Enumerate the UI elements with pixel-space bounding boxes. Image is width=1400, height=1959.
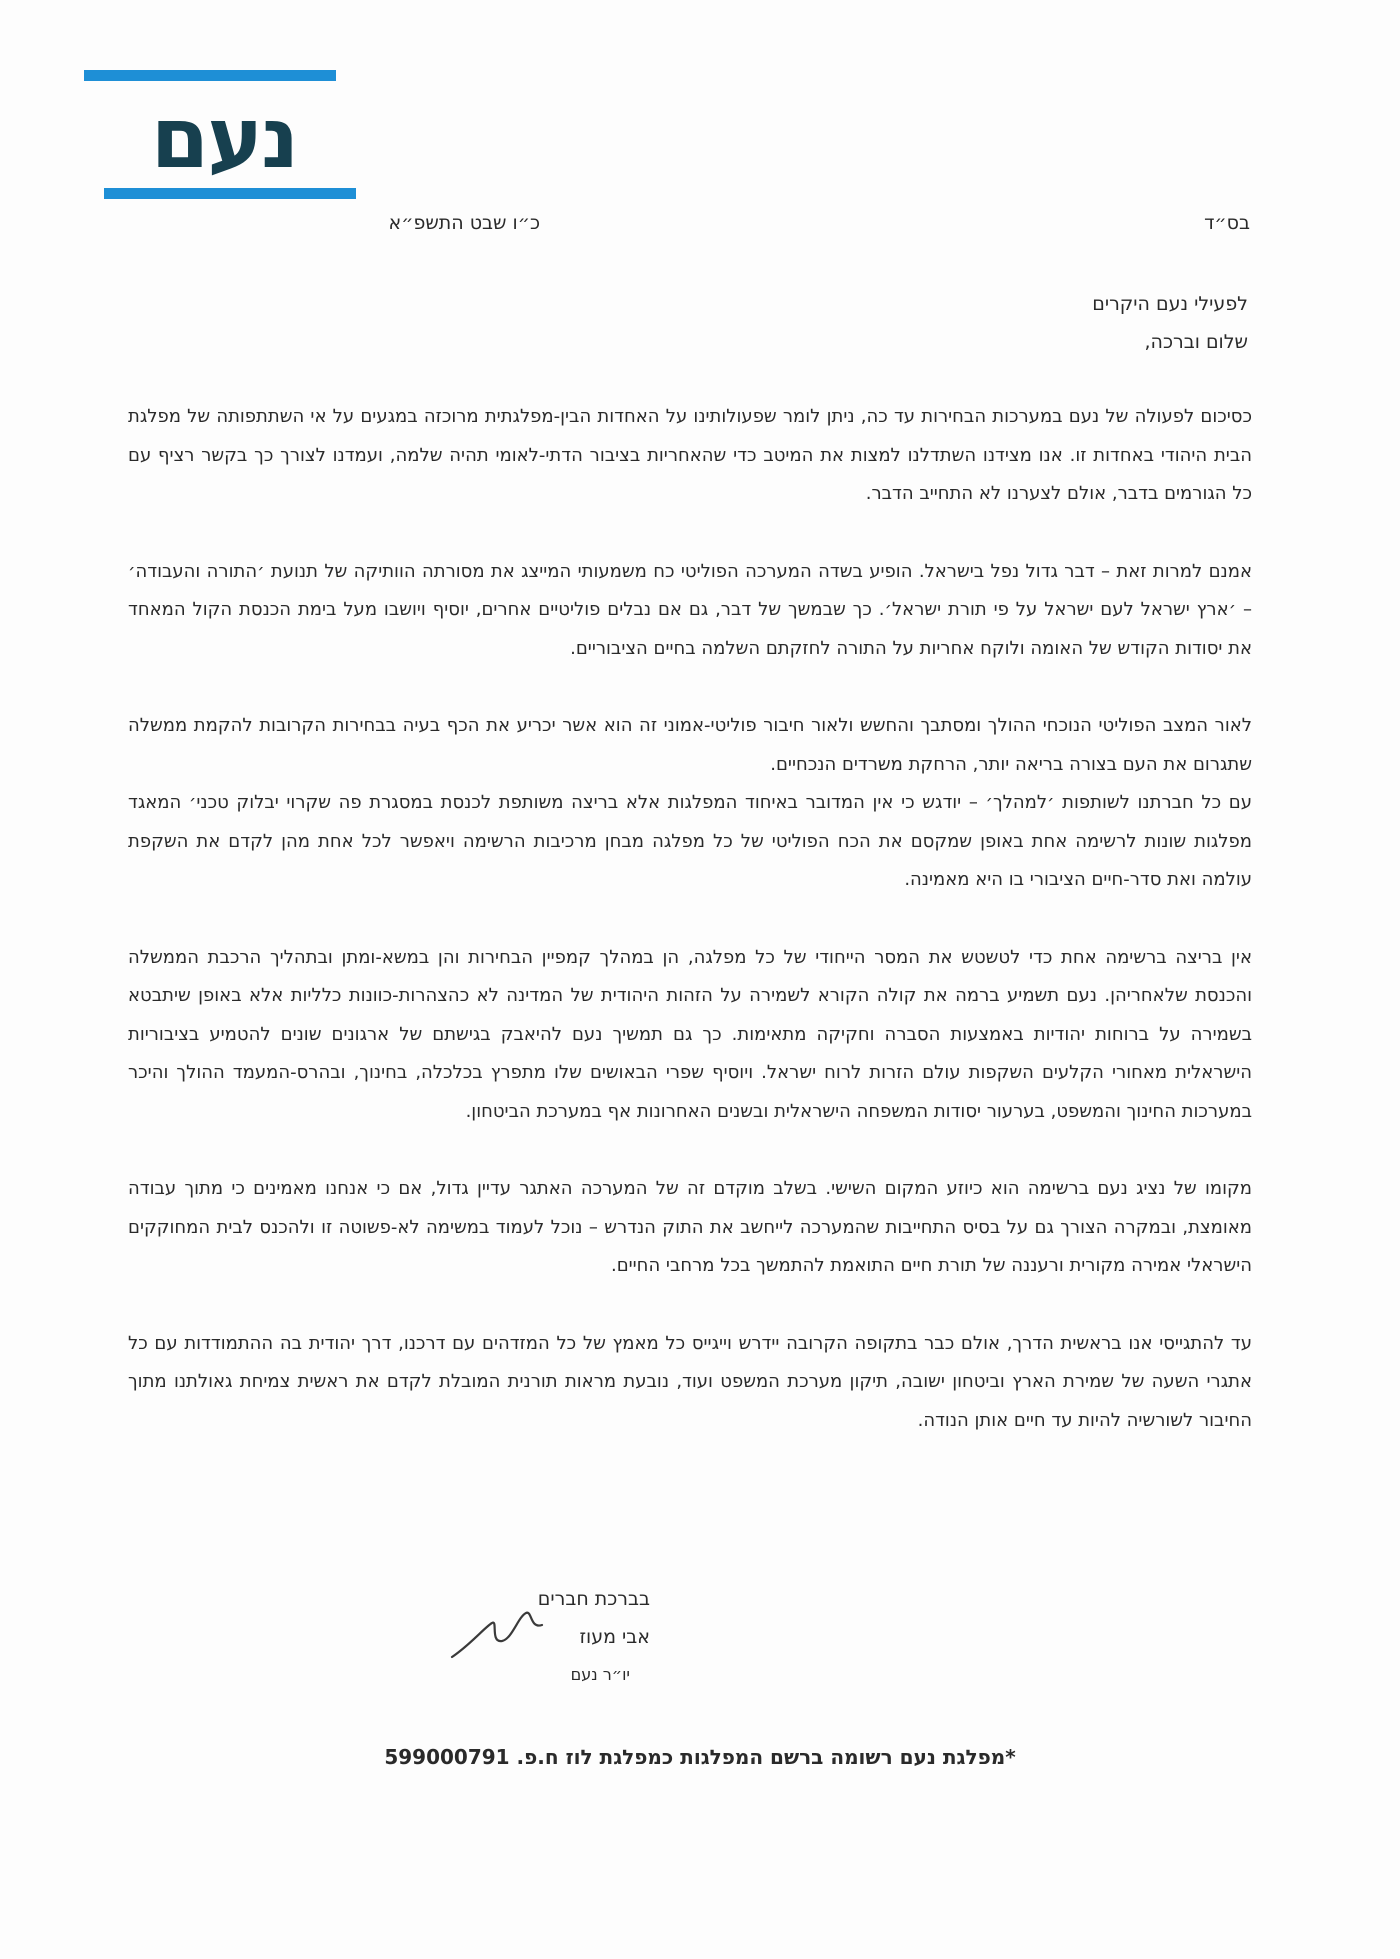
- letter-bsd: בס״ד: [1204, 212, 1250, 234]
- letter-date: כ״ו שבט התשפ״א: [388, 212, 540, 234]
- body-paragraph: אין בריצה ברשימה אחת כדי לטשטש את המסר הייחודי של כל מפלגה, הן במהלך קמפיין הבחירות והן במשא-ומתן ובתהליך הרכבת הממשלה והכנסת שלאחריהן. נעם תשמיע ברמה את קולה הקורא לשמירה על הזהות היהודית של המדינה לא כהצהרות-כוונות כלליות אלא באופן שיתבטא בשמירה על ברוחות יהודיות באמצעות הסברה וחקיקה מתאימות. כך גם תמשיך נעם להיאבק בגישתם של ארגונים שונים להטמיע בציבוריות הישראלית מאחורי הקלעים השקפות עולם הזרות לרוח ישראל. ויוסיף שפרי הבאושים שלו מתפרץ בכלכלה, בחינוך, ובהרס-המעמד ההולך והיכר במערכות החינוך והמשפט, בערעור יסודות המשפחה הישראלית ובשנים האחרונות אף במערכת הביטחון.: [128, 946, 1252, 1122]
- signature-closing: בברכת חברים: [537, 1588, 650, 1610]
- party-logo: [84, 70, 359, 205]
- greeting: [800, 285, 1248, 361]
- letter-body: [128, 398, 1252, 1479]
- signature-name: אבי מעוז: [579, 1626, 650, 1648]
- body-paragraph: עד להתגייסי אנו בראשית הדרך, אולם כבר בתקופה הקרובה יידרש וייגייס כל מאמץ של כל המזדהים עם דרכנו, דרך יהודית בה ההתמודדות עם כל אתגרי השעה של שמירת הארץ וביטחון ישובה, תיקון מערכת המשפט ועוד, נובעת מראות תורנית המובלת לקדם את ראשית צמיחת גאולתנו מתוך החיבור לשורשיה להיות עד חיים אותן הנודה.: [128, 1332, 1252, 1431]
- greeting-recipient: לפעילי נעם היקרים: [1092, 293, 1248, 315]
- logo-top-bar: [84, 70, 336, 81]
- logo-wordmark: נעם: [150, 89, 298, 187]
- signature-role: יו״ר נעם: [570, 1665, 630, 1684]
- registration-note: *מפלגת נעם רשומה ברשם המפלגות כמפלגת לוז ח.פ. 599000791: [384, 1745, 1016, 1769]
- logo-bottom-bar: [104, 188, 356, 199]
- body-paragraph: מקומו של נציג נעם ברשימה הוא כיוזע המקום השישי. בשלב מוקדם זה של המערכה האתגר עדיין גדול, אם כי אנחנו מאמינים כי מתוך עבודה מאומצת, ובמקרה הצורך גם על בסיס התחייבות שהמערכה לייחשב את התוק הנדרש – נוכל לעמוד במשימה לא-פשוטה זו ולהכנס לבית המחוקקים הישראלי אמירה מקורית ורעננה של תורת חיים התואמת להתמשך בכל מרחבי החיים.: [128, 1178, 1252, 1276]
- body-paragraph: עם כל חברתנו לשותפות ׳למהלך׳ – יודגש כי אין המדובר באיחוד המפלגות אלא בריצה משותפת לכנסת במסגרת פה שקרוי יבלוק טכני׳ המאגד מפלגות שונות לרשימה אחת באופן שמקסם את הכח הפוליטי של כל מפלגה מבחן מרכיבות הרשימה ויאפשר לכל אחת מהן לקדם את השקפת עולמה ואת סדר-חיים הציבורי בו היא מאמינה.: [128, 792, 1252, 890]
- handwritten-signature-icon: [450, 1605, 560, 1665]
- greeting-salutation: שלום וברכה,: [1144, 331, 1248, 353]
- body-paragraph: לאור המצב הפוליטי הנוכחי ההולך ומסתבך והחשש ולאור חיבור פוליטי-אמוני זה הוא אשר יכריע את הכף בעיה בבחירות הקרובות להקמת ממשלה שתגרום את העם בצורה בריאה יותר, הרחקת משרדים הנכחיים.: [128, 715, 1252, 775]
- body-paragraph: כסיכום לפעולה של נעם במערכות הבחירות עד כה, ניתן לומר שפעולותינו על האחדות הבין-מפלגתית מרוכזה במגעים על אי השתתפותה של מפלגת הבית היהודי באחדות זו. אנו מצידנו השתדלנו למצות את המיטב כדי שהאחריות בציבור הדתי-לאומי תהיה שלמה, ועמדנו לצורך כך בקשר רציף עם כל הגורמים בדבר, אולם לצערנו לא התחייב הדבר.: [128, 406, 1252, 504]
- body-paragraph: אמנם למרות זאת – דבר גדול נפל בישראל. הופיע בשדה המערכה הפוליטי כח משמעותי המייצג את מסורתה הוותיקה של תנועת ׳התורה והעבודה׳ – ׳ארץ ישראל לעם ישראל על פי תורת ישראל׳. כך שבמשך של דבר, גם אם נבלים פוליטיים אחרים, יוסיף ויושבו מעל בימת הכנסת הקול המאחד את יסודות הקודש של האומה ולוקח אחריות על התורה לחזקתם השלמה בחיים הציבוריים.: [128, 560, 1252, 659]
